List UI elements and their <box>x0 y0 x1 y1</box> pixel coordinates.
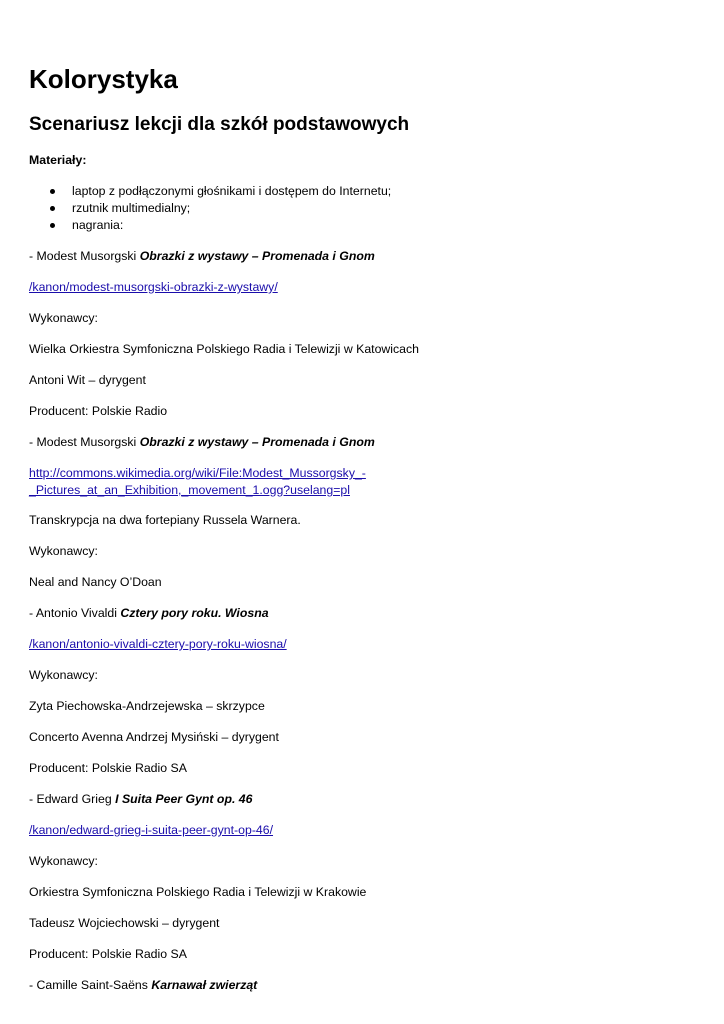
recording-1-link[interactable]: /kanon/modest-musorgski-obrazki-z-wystawy/ <box>29 280 278 294</box>
recording-1-link-line <box>29 279 278 296</box>
bullet-icon <box>50 206 55 211</box>
recording-2-link-line <box>29 482 350 499</box>
recording-3-violin: Zyta Piechowska-Andrzejewska – skrzypce <box>29 699 265 713</box>
list-item: laptop z podłączonymi głośnikami i dostępem do Internetu; <box>29 183 391 200</box>
recording-4-link[interactable]: /kanon/edward-grieg-i-suita-peer-gynt-op-46/ <box>29 823 274 837</box>
recording-3-work: Cztery pory roku. Wiosna <box>120 606 269 620</box>
recording-2-work: Obrazki z wystawy – Promenada i Gnom <box>139 435 375 449</box>
bullet-icon <box>50 189 55 194</box>
recording-5-work: Karnawał zwierząt <box>151 978 258 992</box>
recording-2-heading: - Modest Musorgski Obrazki z wystawy – Promenada i Gnom <box>29 435 375 449</box>
recording-2-link-part-1[interactable]: http://commons.wikimedia.org/wiki/File:Modest_Mussorgsky_- <box>29 466 366 480</box>
recording-4-work: I Suita Peer Gynt op. 46 <box>115 792 253 806</box>
bullet-icon <box>50 223 55 228</box>
recording-2-link-part-2[interactable]: _Pictures_at_an_Exhibition,_movement_1.ogg?uselang=pl <box>29 483 350 497</box>
recording-4-link-line <box>29 822 273 839</box>
recording-3-heading: - Antonio Vivaldi Cztery pory roku. Wiosna <box>29 606 269 620</box>
recording-2-note: Transkrypcja na dwa fortepiany Russela Warnera. <box>29 513 301 527</box>
recording-1-performers-label: Wykonawcy: <box>29 311 98 325</box>
recording-4-conductor: Tadeusz Wojciechowski – dyrygent <box>29 916 220 930</box>
recording-4-producer: Producent: Polskie Radio SA <box>29 947 187 961</box>
recording-2-performers-label: Wykonawcy: <box>29 544 98 558</box>
materials-list <box>29 183 391 234</box>
recording-4-performers-label: Wykonawcy: <box>29 854 98 868</box>
recording-1-orchestra: Wielka Orkiestra Symfoniczna Polskiego Radia i Telewizji w Katowicach <box>29 342 420 356</box>
list-item: rzutnik multimedialny; <box>29 200 391 217</box>
document-title: Kolorystyka <box>29 64 178 94</box>
recording-1-conductor: Antoni Wit – dyrygent <box>29 373 146 387</box>
recording-3-performers-label: Wykonawcy: <box>29 668 98 682</box>
recording-1-producer: Producent: Polskie Radio <box>29 404 168 418</box>
recording-3-link-line <box>29 636 287 653</box>
recording-3-producer: Producent: Polskie Radio SA <box>29 761 187 775</box>
list-item: nagrania: <box>29 217 391 234</box>
recording-1-heading: - Modest Musorgski Obrazki z wystawy – Promenada i Gnom <box>29 249 375 263</box>
recording-2-link-line <box>29 465 366 482</box>
recording-2-performers: Neal and Nancy O’Doan <box>29 575 162 589</box>
materials-label: Materiały: <box>29 153 87 167</box>
recording-4-orchestra: Orkiestra Symfoniczna Polskiego Radia i Telewizji w Krakowie <box>29 885 367 899</box>
document-subtitle: Scenariusz lekcji dla szkół podstawowych <box>29 114 410 135</box>
recording-3-conductor: Concerto Avenna Andrzej Mysiński – dyrygent <box>29 730 279 744</box>
recording-5-heading: - Camille Saint-Saëns Karnawał zwierząt <box>29 978 258 992</box>
recording-1-work: Obrazki z wystawy – Promenada i Gnom <box>139 249 375 263</box>
recording-4-heading: - Edward Grieg I Suita Peer Gynt op. 46 <box>29 792 253 806</box>
recording-3-link[interactable]: /kanon/antonio-vivaldi-cztery-pory-roku-wiosna/ <box>29 637 287 651</box>
